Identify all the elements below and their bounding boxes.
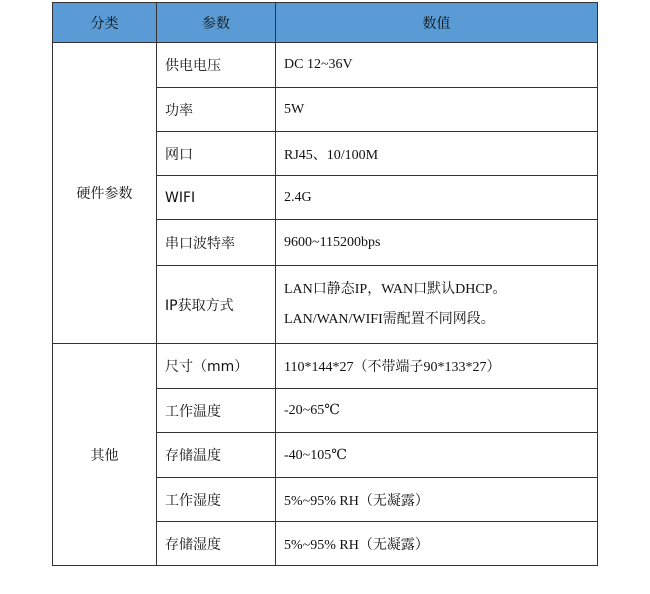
value-line: LAN/WAN/WIFI需配置不同网段。	[284, 311, 495, 327]
param-cell: WIFI	[157, 176, 276, 220]
value-cell: 5W	[276, 88, 598, 132]
param-cell: 供电电压	[157, 43, 276, 88]
value-cell	[276, 266, 598, 344]
value-cell: 9600~115200bps	[276, 220, 598, 266]
value-cell: 2.4G	[276, 176, 598, 220]
value-cell: RJ45、10/100M	[276, 132, 598, 176]
param-cell: IP获取方式	[157, 266, 276, 344]
spec-table	[52, 2, 598, 566]
value-cell: DC 12~36V	[276, 43, 598, 88]
category-other: 其他	[53, 344, 157, 566]
param-cell: 尺寸（mm）	[157, 344, 276, 389]
table-row	[53, 344, 598, 389]
value-cell: 5%~95% RH（无凝露）	[276, 522, 598, 566]
param-cell: 工作湿度	[157, 478, 276, 522]
table-row	[53, 43, 598, 88]
value-cell: 5%~95% RH（无凝露）	[276, 478, 598, 522]
header-parameter: 参数	[157, 3, 276, 43]
param-cell: 存储湿度	[157, 522, 276, 566]
param-cell: 功率	[157, 88, 276, 132]
header-value: 数值	[276, 3, 598, 43]
category-hardware: 硬件参数	[53, 43, 157, 344]
header-row	[53, 3, 598, 43]
param-cell: 工作温度	[157, 389, 276, 433]
param-cell: 存储温度	[157, 433, 276, 478]
value-cell: -40~105℃	[276, 433, 598, 478]
value-line: LAN口静态IP，WAN口默认DHCP。	[284, 281, 507, 297]
value-cell: -20~65℃	[276, 389, 598, 433]
header-category: 分类	[53, 3, 157, 43]
value-cell: 110*144*27（不带端子90*133*27）	[276, 344, 598, 389]
param-cell: 网口	[157, 132, 276, 176]
param-cell: 串口波特率	[157, 220, 276, 266]
